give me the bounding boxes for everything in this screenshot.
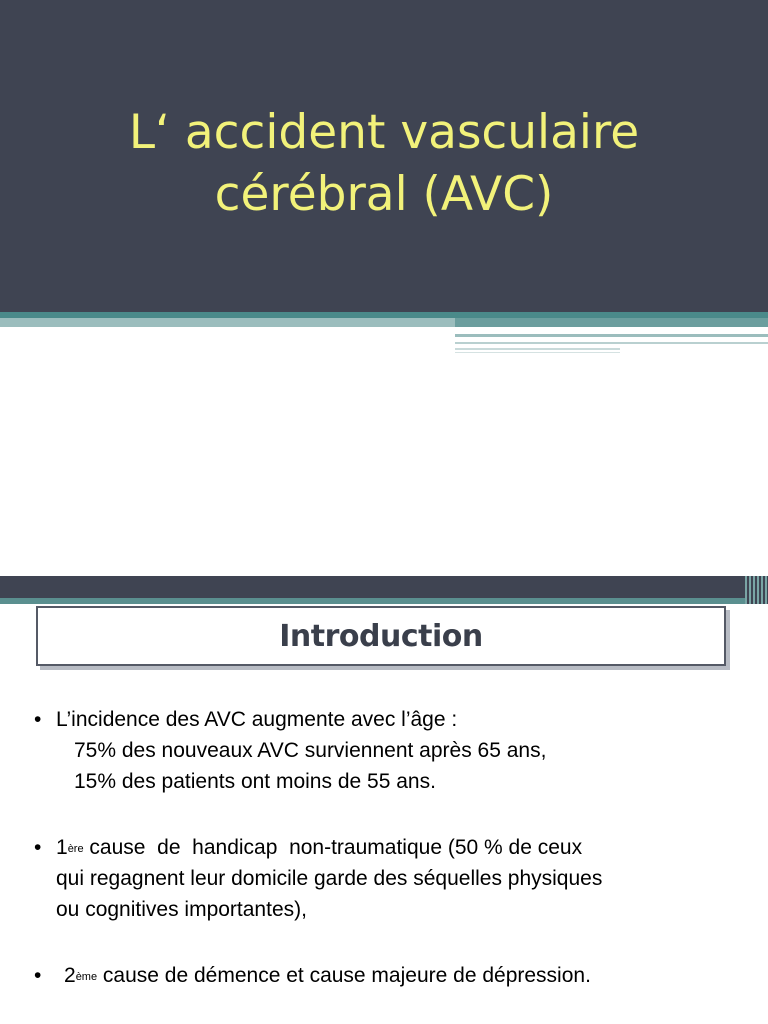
bullet-text: cause de démence et cause majeure de dépression. xyxy=(97,964,591,987)
bullet-subline: 15% des patients ont moins de 55 ans. xyxy=(74,770,436,793)
accent-line-2 xyxy=(455,342,768,344)
bullet-dot-icon: • xyxy=(34,708,42,731)
bullet-text: cause de handicap non-traumatique (50 % de ceux xyxy=(83,836,583,859)
bullet-subline: 75% des nouveaux AVC surviennent après 65 ans, xyxy=(74,739,547,762)
slide-heading: Introduction xyxy=(279,618,483,654)
bullet-dot-icon: • xyxy=(34,964,42,987)
content-slide xyxy=(0,576,768,1024)
bullet-dot-icon: • xyxy=(34,836,42,859)
bullet-item xyxy=(34,832,734,925)
title-line-2: cérébral (AVC) xyxy=(214,167,554,222)
bullet-item xyxy=(34,960,734,991)
accent-stripe-light xyxy=(0,318,455,327)
bullet-number: 1 xyxy=(56,836,68,859)
top-band xyxy=(0,576,768,598)
bullet-text: L’incidence des AVC augmente avec l’âge : xyxy=(56,708,458,731)
bullet-list xyxy=(34,704,734,991)
title-line-1: L‘ accident vasculaire xyxy=(128,105,640,160)
accent-line-1 xyxy=(455,334,768,337)
top-right-marks xyxy=(745,576,768,604)
accent-stripe-right xyxy=(455,318,768,327)
bullet-item xyxy=(34,704,734,735)
bullet-text-continued: ou cognitives importantes), xyxy=(56,898,307,921)
bullet-text-continued: qui regagnent leur domicile garde des séquelles physiques xyxy=(56,867,603,890)
title-box xyxy=(36,606,726,666)
ordinal-suffix: ère xyxy=(67,843,84,855)
ordinal-suffix: ème xyxy=(75,971,98,983)
bullet-number: 2 xyxy=(64,964,76,987)
top-stripe xyxy=(0,598,768,604)
accent-line-4 xyxy=(455,352,620,353)
slide-title xyxy=(40,102,728,226)
accent-line-3 xyxy=(455,348,620,350)
